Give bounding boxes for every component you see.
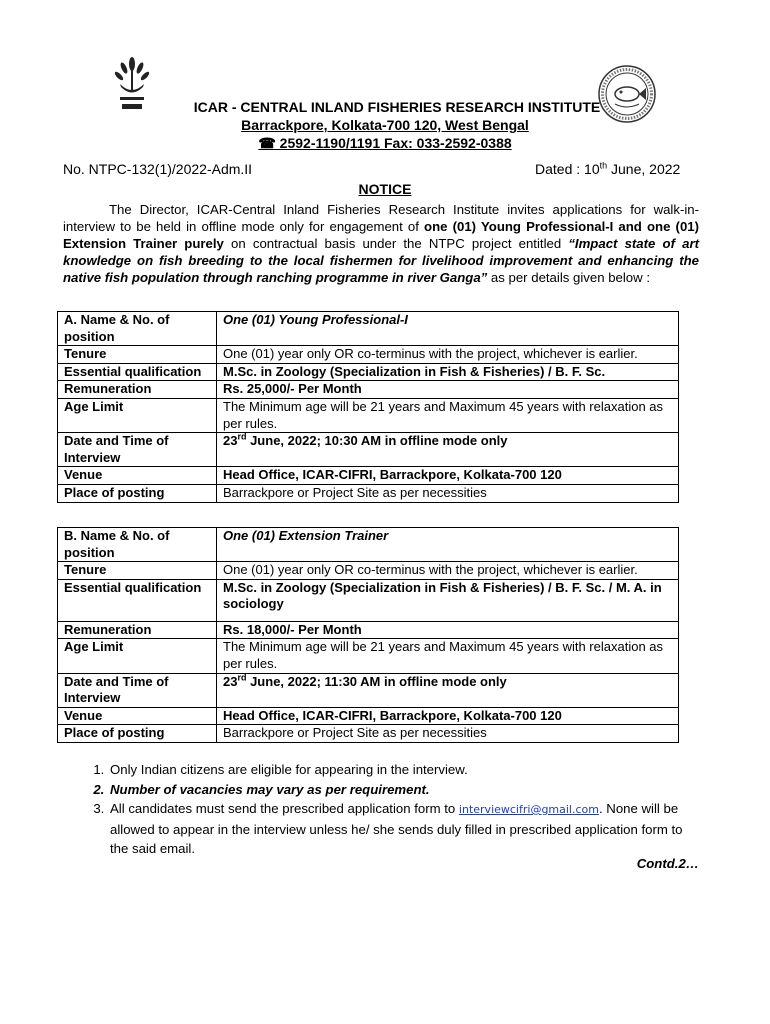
venue-value: Head Office, ICAR-CIFRI, Barrackpore, Kolkata-700 120 [217, 707, 679, 725]
age-limit-label: Age Limit [58, 639, 217, 673]
remuneration-value: Rs. 25,000/- Per Month [217, 381, 679, 399]
interview-date-label: Date and Time of Interview [58, 433, 217, 467]
table-row [58, 346, 679, 364]
cifri-seal-icon [597, 64, 657, 124]
table-row [58, 381, 679, 399]
interview-date-value: 23rd June, 2022; 11:30 AM in offline mode only [217, 673, 679, 707]
notice-paragraph: The Director, ICAR-Central Inland Fisheries Research Institute invites applications for walk-in-interview to be held in offline mode only for engagement of one (01) Young Professional-I and one (01) Extension Trainer purely on contractual basis under the NTPC project entitled “Impact state of art knowledge on fish breeding to the local fishermen for livelihood improvement and enhancing the native fish population through ranching programme in river Ganga” as per details given below : [63, 202, 699, 285]
table-row [58, 562, 679, 580]
continued-marker: Contd.2… [636, 856, 699, 871]
age-limit-value: The Minimum age will be 21 years and Maximum 45 years with relaxation as per rules. [217, 639, 679, 673]
tenure-label: Tenure [58, 346, 217, 364]
table-row [58, 579, 679, 621]
tenure-label: Tenure [58, 562, 217, 580]
position-table-a [57, 311, 679, 503]
table-row [58, 639, 679, 673]
list-item: 1. Only Indian citizens are eligible for appearing in the interview. [108, 760, 699, 780]
notice-title: NOTICE [358, 181, 412, 197]
tenure-value: One (01) year only OR co-terminus with the project, whichever is earlier. [217, 346, 679, 364]
posting-label: Place of posting [58, 484, 217, 502]
table-row [58, 725, 679, 743]
table-row [58, 433, 679, 467]
remuneration-value: Rs. 18,000/- Per Month [217, 621, 679, 639]
list-item: 2. Number of vacancies may vary as per requirement. [108, 780, 699, 800]
qualification-value: M.Sc. in Zoology (Specialization in Fish & Fisheries) / B. F. Sc. / M. A. in sociology [217, 579, 679, 621]
venue-label: Venue [58, 707, 217, 725]
posting-label: Place of posting [58, 725, 217, 743]
conditions-list [63, 760, 699, 859]
position-value: One (01) Extension Trainer [217, 528, 679, 562]
table-row [58, 707, 679, 725]
venue-value: Head Office, ICAR-CIFRI, Barrackpore, Kolkata-700 120 [217, 467, 679, 485]
remuneration-label: Remuneration [58, 381, 217, 399]
table-row [58, 528, 679, 562]
institute-name: ICAR - CENTRAL INLAND FISHERIES RESEARCH INSTITUTE [193, 99, 601, 115]
position-label: B. Name & No. of position [58, 528, 217, 562]
posting-value: Barrackpore or Project Site as per necessities [217, 484, 679, 502]
email-link[interactable]: interviewcifri@gmail.com [458, 803, 599, 816]
reference-number: No. NTPC-132(1)/2022-Adm.II [63, 161, 253, 177]
position-table-b [57, 527, 679, 743]
age-limit-value: The Minimum age will be 21 years and Maximum 45 years with relaxation as per rules. [217, 398, 679, 432]
qualification-label: Essential qualification [58, 579, 217, 621]
institute-phone: ☎ 2592-1190/1191 Fax: 033-2592-0388 [258, 135, 512, 151]
table-row [58, 312, 679, 346]
table-row [58, 484, 679, 502]
table-row [58, 398, 679, 432]
remuneration-label: Remuneration [58, 621, 217, 639]
interview-date-value: 23rd June, 2022; 10:30 AM in offline mode only [217, 433, 679, 467]
venue-label: Venue [58, 467, 217, 485]
tenure-value: One (01) year only OR co-terminus with the project, whichever is earlier. [217, 562, 679, 580]
qualification-value: M.Sc. in Zoology (Specialization in Fish & Fisheries) / B. F. Sc. [217, 363, 679, 381]
age-limit-label: Age Limit [58, 398, 217, 432]
table-row [58, 621, 679, 639]
table-row [58, 363, 679, 381]
posting-value: Barrackpore or Project Site as per necessities [217, 725, 679, 743]
table-row [58, 467, 679, 485]
institute-address: Barrackpore, Kolkata-700 120, West Bengal [241, 117, 529, 133]
interview-date-label: Date and Time of Interview [58, 673, 217, 707]
notice-date: Dated : 10th June, 2022 [535, 160, 681, 177]
position-label: A. Name & No. of position [58, 312, 217, 346]
position-value: One (01) Young Professional-I [217, 312, 679, 346]
qualification-label: Essential qualification [58, 363, 217, 381]
table-row [58, 673, 679, 707]
list-item: 3. All candidates must send the prescribed application form to interviewcifri@gmail.com. None will be allowed to appear in the interview unless he/ she sends duly filled in prescribed application form to the said email. [108, 799, 699, 859]
